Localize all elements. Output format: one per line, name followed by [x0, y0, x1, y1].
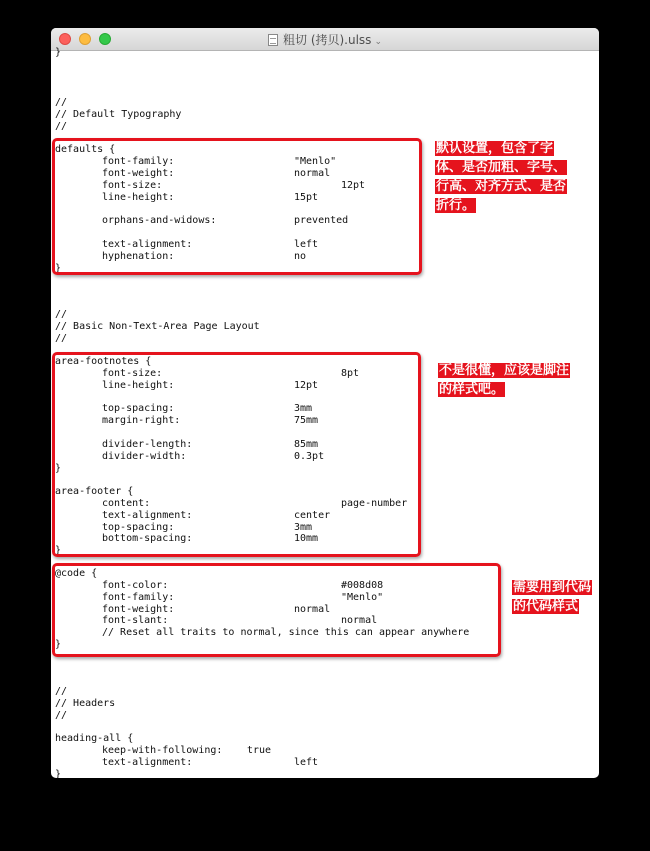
- code-key: heading-all {: [55, 733, 134, 744]
- code-value: "Menlo": [294, 156, 337, 167]
- code-key: line-height:: [102, 380, 175, 391]
- code-key: top-spacing:: [102, 403, 175, 414]
- annotation-box-defaults: [52, 138, 422, 275]
- code-value: left: [294, 239, 319, 250]
- code-key: font-family:: [102, 592, 175, 603]
- code-value: 8pt: [341, 368, 360, 379]
- annotation-box-footnotes: [52, 352, 421, 557]
- code-key: font-family:: [102, 156, 175, 167]
- code-key: area-footer {: [55, 486, 134, 497]
- code-key: line-height:: [102, 192, 175, 203]
- annotation-note-defaults: 默认设置，包含了字体、是否加粗、字号、行高、对齐方式、是否折行。: [436, 141, 567, 213]
- code-value: page-number: [341, 498, 408, 509]
- code-key: font-slant:: [102, 615, 169, 626]
- annotation-note-code: 需要用到代码的代码样式: [513, 580, 592, 614]
- code-key: text-alignment:: [102, 510, 193, 521]
- code-key: text-alignment:: [102, 239, 193, 250]
- code-key: font-weight:: [102, 168, 175, 179]
- code-key: // Default Typography: [55, 109, 182, 120]
- code-value: 15pt: [294, 192, 319, 203]
- chevron-down-icon[interactable]: ⌄: [374, 37, 382, 47]
- code-value: center: [294, 510, 331, 521]
- code-value: 0.3pt: [294, 451, 325, 462]
- code-value: normal: [341, 615, 378, 626]
- code-value: normal: [294, 168, 331, 179]
- code-key: //: [55, 309, 68, 320]
- code-key: }: [55, 47, 62, 58]
- code-key: }: [55, 263, 62, 274]
- document-icon: [268, 34, 278, 46]
- code-key: bottom-spacing:: [102, 533, 193, 544]
- code-key: margin-right:: [102, 415, 181, 426]
- code-value: 85mm: [294, 439, 319, 450]
- code-value: 12pt: [341, 180, 366, 191]
- code-key: //: [55, 333, 68, 344]
- code-value: true: [247, 745, 272, 756]
- code-key: text-alignment:: [102, 757, 193, 768]
- code-value: left: [294, 757, 319, 768]
- code-key: }: [55, 463, 62, 474]
- code-key: defaults {: [55, 144, 116, 155]
- code-value: "Menlo": [341, 592, 384, 603]
- code-key: top-spacing:: [102, 522, 175, 533]
- code-value: 10mm: [294, 533, 319, 544]
- code-key: divider-length:: [102, 439, 193, 450]
- code-key: @code {: [55, 568, 98, 579]
- code-key: content:: [102, 498, 151, 509]
- code-key: // Basic Non-Text-Area Page Layout: [55, 321, 260, 332]
- title-bar[interactable]: [51, 28, 599, 51]
- code-value: 12pt: [294, 380, 319, 391]
- code-key: keep-with-following:: [102, 745, 223, 756]
- code-key: }: [55, 769, 62, 778]
- code-key: // Reset all traits to normal, since this can appear anywhere: [102, 627, 470, 638]
- code-value: no: [294, 251, 307, 262]
- code-key: // Headers: [55, 698, 116, 709]
- code-value: 3mm: [294, 403, 313, 414]
- annotation-note-footnotes: 不是很懂，应该是脚注的样式吧。: [439, 363, 570, 397]
- code-key: font-size:: [102, 368, 163, 379]
- code-key: //: [55, 121, 68, 132]
- code-value: 75mm: [294, 415, 319, 426]
- code-key: orphans-and-widows:: [102, 215, 217, 226]
- window-title[interactable]: [51, 31, 599, 48]
- code-key: //: [55, 686, 68, 697]
- code-key: font-color:: [102, 580, 169, 591]
- code-key: font-weight:: [102, 604, 175, 615]
- code-key: divider-width:: [102, 451, 187, 462]
- annotation-box-code: [52, 563, 501, 657]
- code-value: 3mm: [294, 522, 313, 533]
- code-key: font-size:: [102, 180, 163, 191]
- window-title-text: 粗切 (拷贝).ulss: [283, 33, 372, 47]
- code-key: }: [55, 545, 62, 556]
- code-value: normal: [294, 604, 331, 615]
- code-key: //: [55, 710, 68, 721]
- code-key: area-footnotes {: [55, 356, 152, 367]
- code-key: //: [55, 97, 68, 108]
- code-key: }: [55, 639, 62, 650]
- code-value: prevented: [294, 215, 349, 226]
- code-value: #008d08: [341, 580, 384, 591]
- code-key: hyphenation:: [102, 251, 175, 262]
